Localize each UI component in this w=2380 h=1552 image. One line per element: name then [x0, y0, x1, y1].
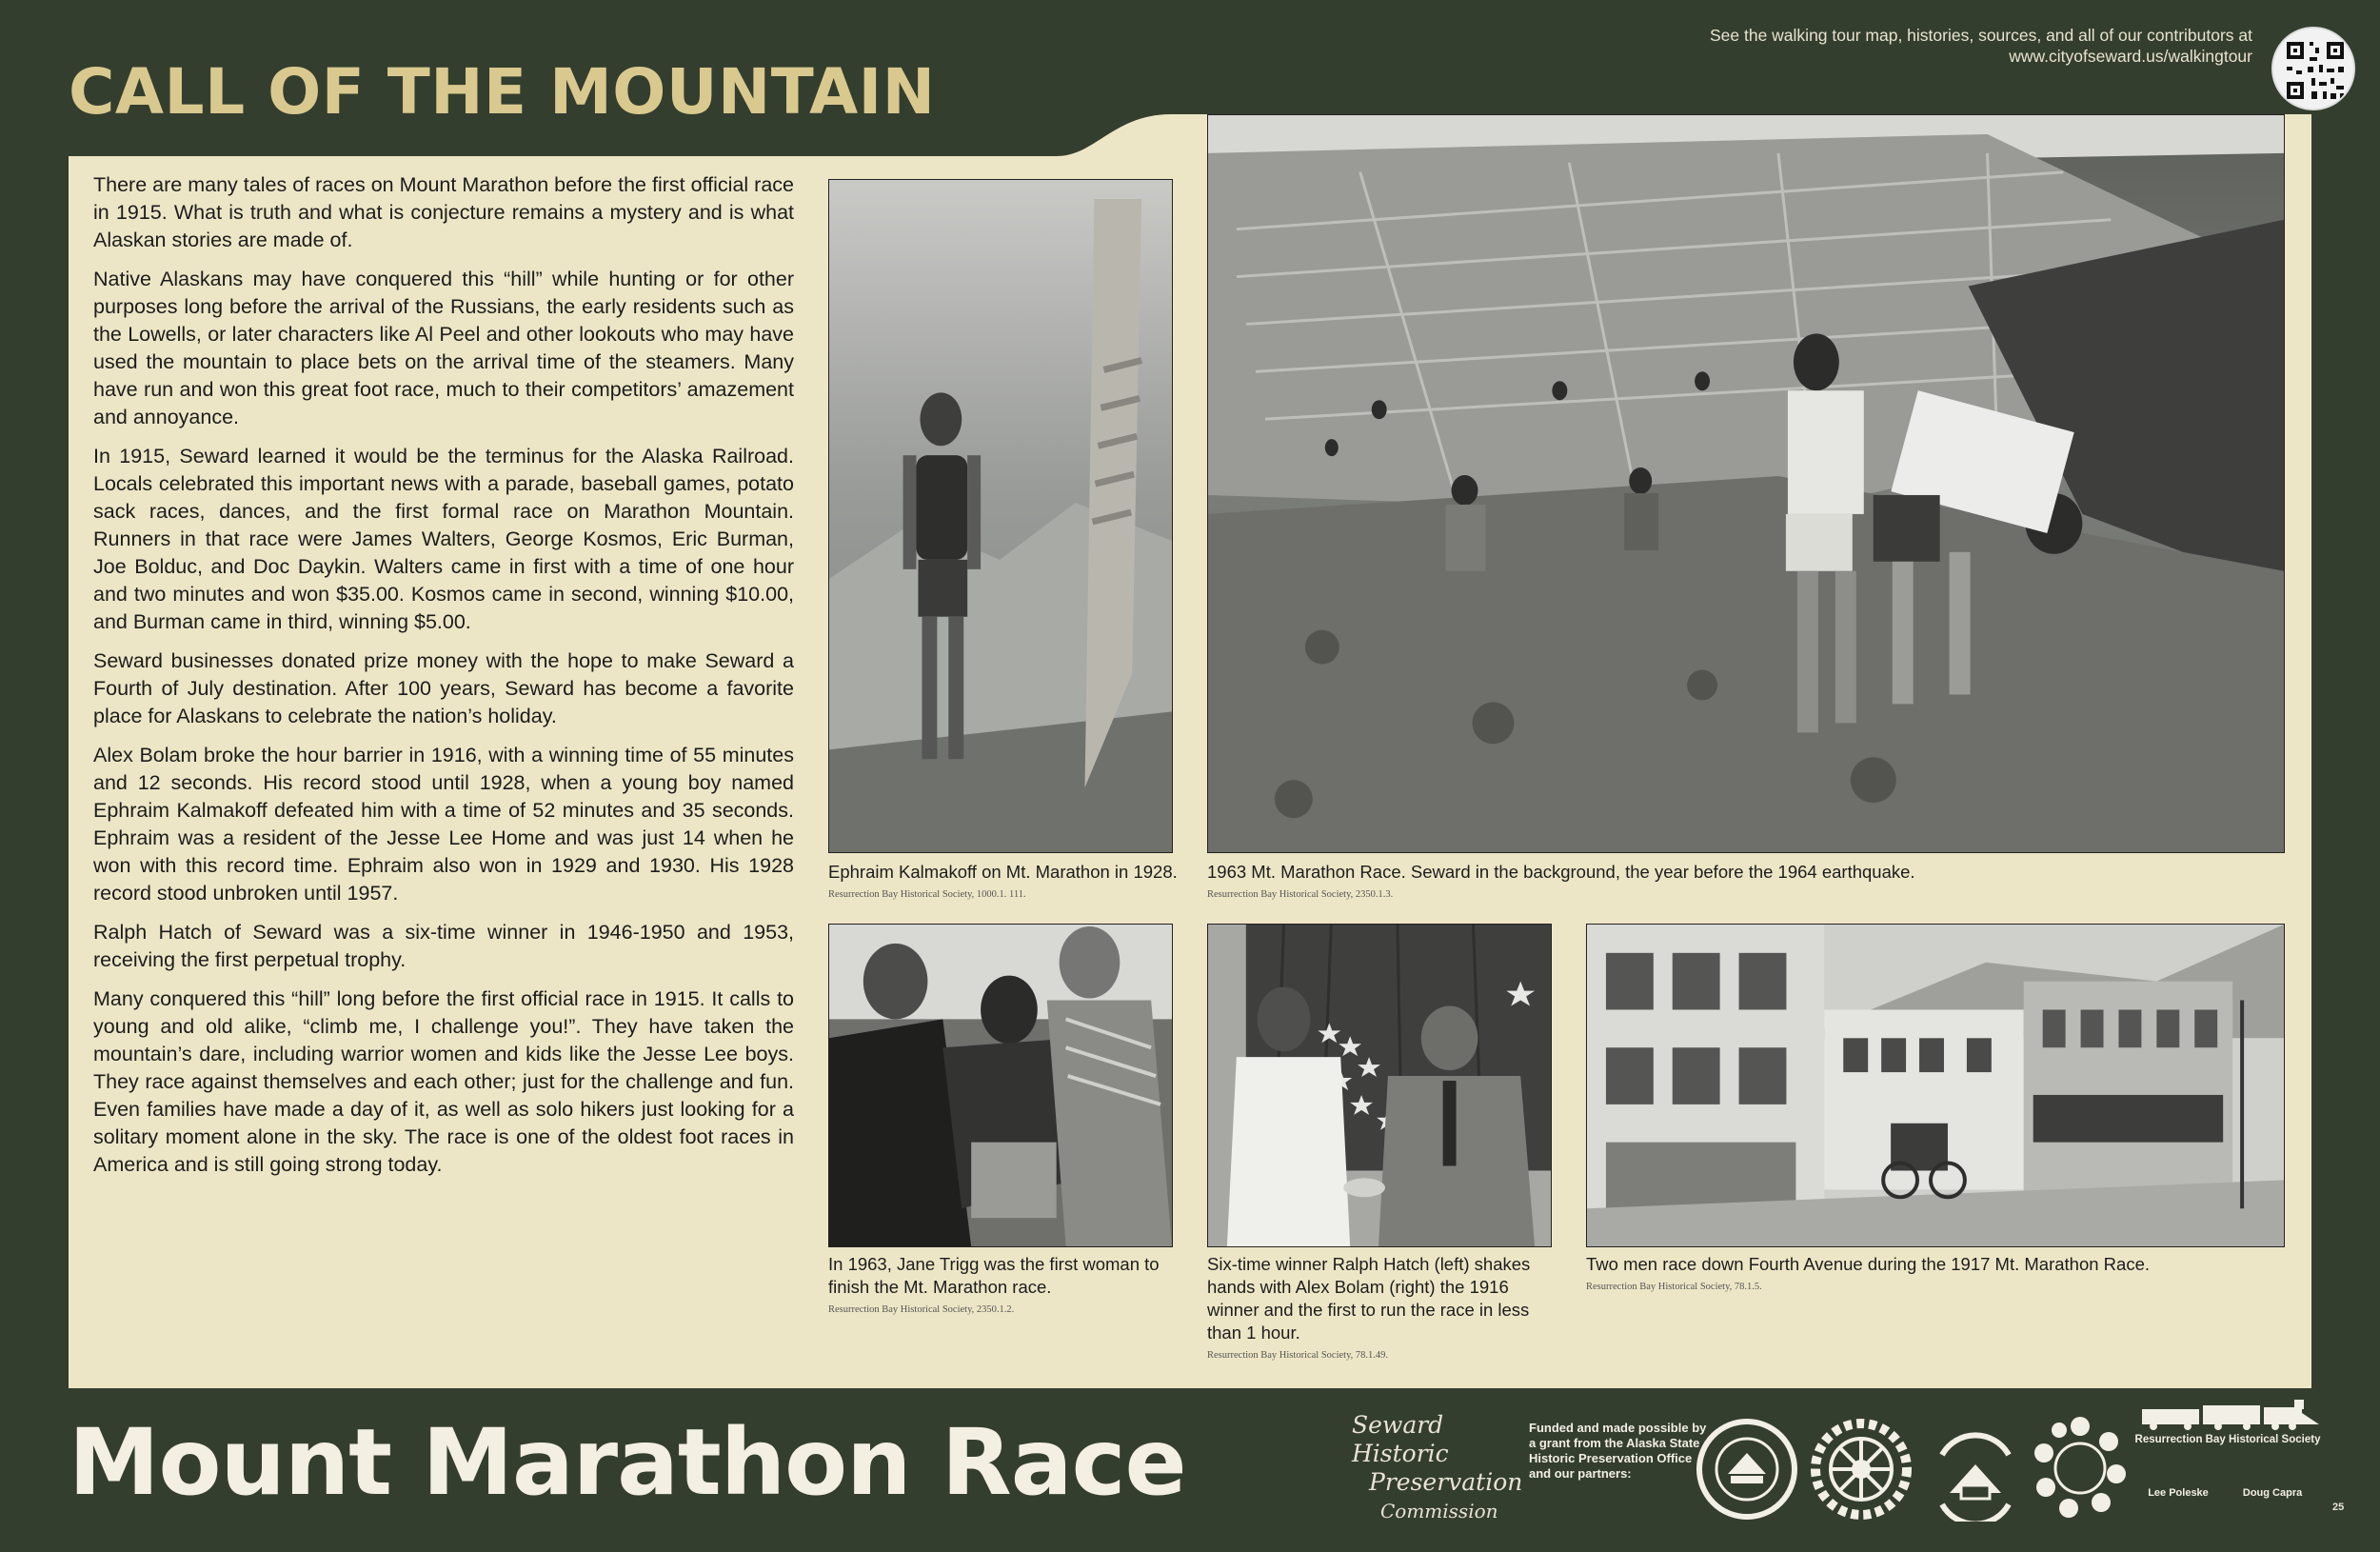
seward-historic-preservation-logo — [1352, 1411, 1523, 1525]
logo-line: Seward Historic — [1352, 1411, 1449, 1467]
logo-line: Commission — [1380, 1500, 1498, 1522]
rbhs-label: Resurrection Bay Historical Society — [2134, 1434, 2321, 1445]
paragraph: Seward businesses donated prize money with the hope to make Seward a Fourth of July destination. After 100 years, Seward has become a favorite place for Alaskans to celebrate the nation’s holiday. — [93, 649, 794, 727]
photo-hatch-bolam — [1207, 924, 1552, 1247]
caption-ephraim — [828, 861, 1180, 903]
race-title: Mount Marathon Race — [69, 1409, 1186, 1516]
caption-text: Two men race down Fourth Avenue during the 1917 Mt. Marathon Race. — [1586, 1254, 2150, 1274]
walking-tour-link[interactable] — [1710, 25, 2252, 67]
url-address[interactable]: www.cityofseward.us/walkingtour — [2009, 47, 2252, 66]
seward-community-library-icon — [1923, 1417, 2028, 1522]
paragraph: Ralph Hatch of Seward was a six-time winner in 1946-1950 and 1953, receiving the first perpetual trophy. — [93, 921, 794, 971]
caption-text: 1963 Mt. Marathon Race. Seward in the background, the year before the 1964 earthquake. — [1207, 862, 1915, 882]
caption-text: Six-time winner Ralph Hatch (left) shakes hands with Alex Bolam (right) the 1916 winner and the first to run the race in less than 1 hour. — [1207, 1254, 1531, 1343]
funding-note: Funded and made possible by a grant from the Alaska State Historic Preservation Office and our partners: — [1529, 1421, 1707, 1481]
paragraph: In 1915, Seward learned it would be the terminus for the Alaska Railroad. Locals celebrated this important news with a parade, baseball games, potato sack races, dances, and the first formal race on Marathon Mountain. Runners in that race were James Walters, George Kosmos, Eric Burman, Joe Bolduc, and Doc Daykin. Walters came in first with a time of one hour and two minutes and won $35.00. Kosmos came in second, winning $10.00, and Burman came in third, winning $5.00. — [93, 445, 794, 633]
photo-credit: Resurrection Bay Historical Society, 1000.1. 111. — [828, 889, 1026, 900]
page-title: CALL OF THE MOUNTAIN — [69, 55, 936, 129]
photo-ephraim-kalmakoff — [828, 179, 1173, 853]
paragraph: Alex Bolam broke the hour barrier in 1916, with a winning time of 55 minutes and 12 seconds. His record stood until 1928, when a young boy named Ephraim Kalmakoff defeated him with a time of 52 minutes and 35 seconds. Ephraim was a resident of the Jesse Lee Home and was just 14 when he won with this record time. Ephraim also won in 1929 and 1930. His 1928 record stood unbroken until 1957. — [93, 744, 794, 905]
caption-text: In 1963, Jane Trigg was the first woman to finish the Mt. Marathon race. — [828, 1254, 1160, 1297]
sponsor-footer — [1352, 1400, 2332, 1542]
caption-text: Ephraim Kalmakoff on Mt. Marathon in 1928. — [828, 862, 1178, 882]
rotary-international-icon — [1809, 1417, 1914, 1522]
logo-line: Preservation — [1369, 1468, 1523, 1496]
paragraph: Native Alaskans may have conquered this “hill” while hunting or for other purposes long before the arrival of the Russians, the early residents such as the Lowells, or later characters like Al Peel and other lookouts who may have used the mountain to place bets on the arrival time of the steamers. Many have run and won this great foot race, much to their competitors’ amazement and annoyance. — [93, 268, 794, 428]
contributor-names — [2132, 1487, 2323, 1499]
url-intro: See the walking tour map, histories, sources, and all of our contributors at — [1709, 26, 2252, 45]
page-number: 25 — [2332, 1502, 2345, 1513]
photo-jane-trigg — [828, 924, 1173, 1247]
photo-1963-race — [1207, 114, 2285, 853]
caption-1963-race — [1207, 861, 2285, 903]
article-body — [93, 171, 794, 1190]
paragraph: Many conquered this “hill” long before the first official race in 1915. It calls to young and old alike, “climb me, I challenge you!”. They have taken the mountain’s dare, including warrior women and kids like the Jesse Lee boys. They race against themselves and each other; just for the challenge and fun. Even families have made a day of it, as well as solo hikers just looking for a solitary moment alone in the sky. The race is one of the oldest foot races in America and is still going strong today. — [93, 987, 794, 1176]
contributor-name: Doug Capra — [2242, 1487, 2303, 1499]
paragraph: There are many tales of races on Mount Marathon before the first official race in 1915. What is truth and what is conjecture remains a mystery and is what Alaskan stories are made of. — [93, 173, 794, 251]
caption-jane-trigg — [828, 1253, 1180, 1318]
contributor-name: Lee Poleske — [2148, 1487, 2209, 1499]
city-of-seward-seal-icon — [1695, 1417, 1799, 1522]
photo-credit: Resurrection Bay Historical Society, 2350.1.2. — [828, 1304, 1015, 1315]
qr-code-icon[interactable] — [2271, 27, 2355, 110]
caption-hatch-bolam — [1207, 1253, 1559, 1363]
photo-fourth-avenue — [1586, 924, 2285, 1247]
photo-credit: Resurrection Bay Historical Society, 78.1.5. — [1586, 1282, 1762, 1292]
photo-credit: Resurrection Bay Historical Society, 78.1.49. — [1207, 1350, 1389, 1361]
train-icon — [2132, 1400, 2323, 1430]
friends-of-library-icon — [2033, 1415, 2128, 1520]
caption-fourth-avenue — [1586, 1253, 2285, 1295]
photo-credit: Resurrection Bay Historical Society, 2350.1.3. — [1207, 889, 1394, 900]
